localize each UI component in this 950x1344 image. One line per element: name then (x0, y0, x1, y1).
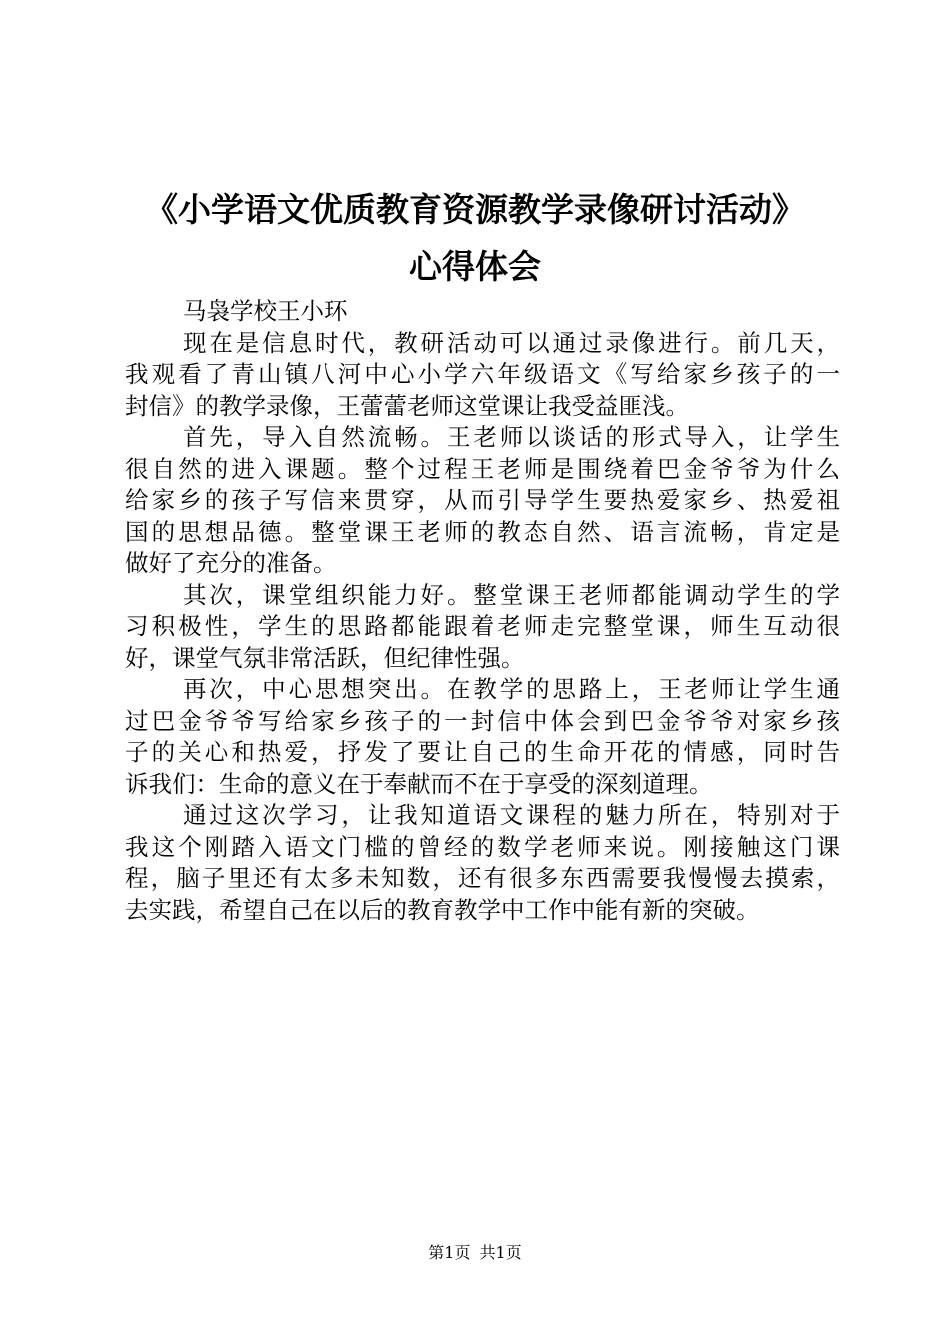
paragraph (125, 674, 840, 800)
document-subtitle: 心得体会 (409, 247, 541, 286)
text-line: 诉我们：生命的意义在于奉献而不在于享受的深刻道理。 (125, 769, 713, 798)
paragraph (125, 580, 840, 675)
text-line: 子的关心和热爱，抒发了要让自己的生命开花的情感，同时告 (125, 738, 840, 766)
page-number: 第1页 (428, 1243, 471, 1262)
text-line: 通过这次学习，让我知道语文课程的魅力所在，特别对于 (183, 801, 840, 829)
text-line: 过巴金爷爷写给家乡孩子的一封信中体会到巴金爷爷对家乡孩 (125, 706, 840, 735)
text-line: 再次，中心思想突出。在教学的思路上，王老师让学生通 (183, 675, 840, 703)
text-line: 去实践，希望自己在以后的教育教学中工作中能有新的突破。 (125, 895, 760, 924)
text-line: 现在是信息时代，教研活动可以通过录像进行。前几天， (183, 328, 840, 357)
page-footer (0, 1243, 950, 1263)
text-line: 首先，导入自然流畅。王老师以谈话的形式导入，让学生 (183, 423, 840, 451)
text-line: 我这个刚踏入语文门槛的曾经的数学老师来说。刚接触这门课 (125, 832, 840, 861)
paragraph (125, 800, 840, 926)
document-body (125, 296, 840, 926)
paragraph (125, 328, 840, 423)
text-line: 习积极性，学生的思路都能跟着老师走完整堂课，师生互动很 (125, 612, 840, 640)
paragraph (125, 422, 840, 580)
text-line: 我观看了青山镇八河中心小学六年级语文《写给家乡孩子的一 (125, 360, 840, 388)
page-total: 共1页 (479, 1243, 522, 1262)
text-line: 程，脑子里还有太多未知数，还有很多东西需要我慢慢去摸索， (125, 864, 840, 892)
document-title: 《小学语文优质教育资源教学录像研讨活动》 (145, 190, 805, 229)
text-line: 好，课堂气氛非常活跃，但纪律性强。 (125, 643, 525, 672)
text-line: 其次，课堂组织能力好。整堂课王老师都能调动学生的学 (183, 580, 840, 609)
text-line: 封信》的教学录像，王蕾蕾老师这堂课让我受益匪浅。 (125, 391, 689, 420)
text-line: 很自然的进入课题。整个过程王老师是围绕着巴金爷爷为什么 (125, 454, 840, 483)
text-line: 给家乡的孩子写信来贯穿，从而引导学生要热爱家乡、热爱祖 (125, 486, 840, 514)
author-line: 马袅学校王小环 (183, 297, 348, 325)
text-line: 做好了充分的准备。 (125, 549, 337, 577)
text-line: 国的思想品德。整堂课王老师的教态自然、语言流畅，肯定是 (125, 517, 840, 546)
